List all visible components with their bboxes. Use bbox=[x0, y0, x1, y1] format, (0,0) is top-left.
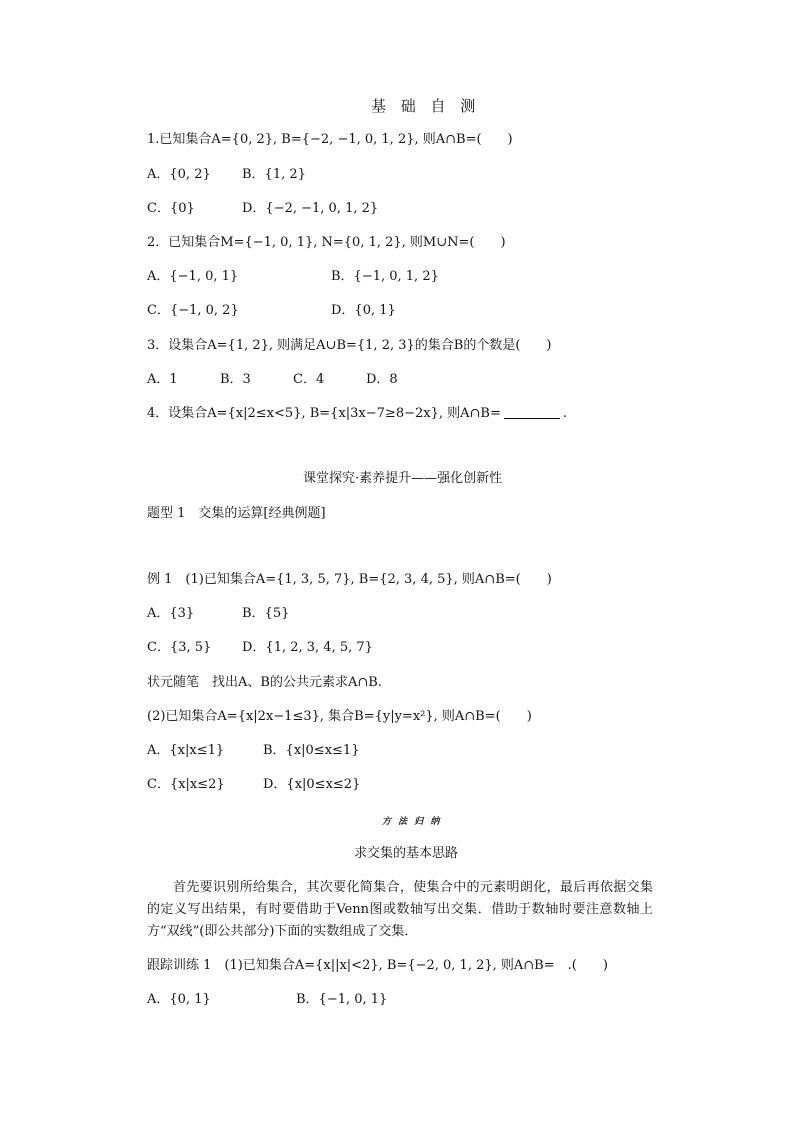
method-paragraph: 首先要识别所给集合，其次要化简集合，使集合中的元素明朗化，最后再依据交集的定义写出结果，有时要借助于Venn图或数轴写出交集．借助于数轴时要注意数轴上方“双线”(即公共部分)下面的实数组成了交集． bbox=[147, 880, 653, 939]
question-2: 2．已知集合M={−1, 0, 1}, N={0, 1, 2}, 则M∪N=( ) bbox=[147, 235, 506, 250]
q2-option-c: C．{−1, 0, 2} bbox=[147, 303, 239, 318]
ex1-part2-option-c: C．{x|x≤2} bbox=[147, 777, 225, 792]
q3-option-d: D．8 bbox=[366, 372, 398, 387]
q1-option-c: C．{0} bbox=[147, 201, 195, 216]
ex1-part2-option-a: A．{x|x≤1} bbox=[147, 743, 225, 758]
q3-option-c: C．4 bbox=[293, 372, 325, 387]
q4-end: . bbox=[562, 406, 567, 421]
q2-option-d: D．{0, 1} bbox=[331, 303, 396, 318]
page-title: 基 础 自 测 bbox=[371, 97, 481, 115]
q1-option-a: A．{0, 2} bbox=[147, 167, 211, 182]
q1-option-b: B．{1, 2} bbox=[242, 167, 306, 182]
study-note: 状元随笔 找出A、B的公共元素求A∩B. bbox=[147, 675, 382, 690]
question-1: 1.已知集合A={0, 2}, B={−2, −1, 0, 1, 2}, 则A∩B=( ) bbox=[147, 132, 513, 147]
ex1-option-d: D．{1, 2, 3, 4, 5, 7} bbox=[242, 640, 373, 655]
example-1-part-1: 例 1 (1)已知集合A={1, 3, 5, 7}, B={2, 3, 4, 5}, 则A∩B=( ) bbox=[147, 572, 552, 587]
track-option-a: A．{0, 1} bbox=[147, 992, 211, 1007]
q1-option-d: D．{−2, −1, 0, 1, 2} bbox=[242, 201, 379, 216]
type-heading: 题型 1 交集的运算[经典例题] bbox=[147, 506, 326, 521]
method-title: 求交集的基本思路 bbox=[354, 846, 459, 861]
ex1-option-c: C．{3, 5} bbox=[147, 640, 212, 655]
method-stamp: 方 法 归 纳 bbox=[382, 817, 442, 827]
q2-option-b: B．{−1, 0, 1, 2} bbox=[331, 269, 439, 284]
q3-option-a: A．1 bbox=[147, 372, 178, 387]
q2-option-a: A．{−1, 0, 1} bbox=[147, 269, 239, 284]
q3-option-b: B．3 bbox=[220, 372, 251, 387]
ex1-part2-option-b: B．{x|0≤x≤1} bbox=[263, 743, 360, 758]
answer-blank bbox=[504, 406, 560, 419]
question-4 bbox=[147, 406, 567, 422]
example-1-part-2: (2)已知集合A={x|2x−1≤3}, 集合B={y|y=x²}, 则A∩B=( ) bbox=[147, 709, 532, 724]
section-heading: 课堂探究·素养提升——强化创新性 bbox=[303, 471, 503, 486]
q4-stem: 4．设集合A={x|2≤x<5}, B={x|3x−7≥8−2x}, 则A∩B= bbox=[147, 406, 501, 421]
ex1-part2-option-d: D．{x|0≤x≤2} bbox=[263, 777, 361, 792]
question-3: 3．设集合A={1, 2}, 则满足A∪B={1, 2, 3}的集合B的个数是( ) bbox=[147, 338, 552, 353]
ex1-option-b: B．{5} bbox=[242, 606, 290, 621]
track-exercise: 跟踪训练 1 (1)已知集合A={x||x|<2}, B={−2, 0, 1, 2}, 则A∩B= .( ) bbox=[147, 958, 608, 973]
ex1-option-a: A．{3} bbox=[147, 606, 195, 621]
track-option-b: B．{−1, 0, 1} bbox=[296, 992, 388, 1007]
